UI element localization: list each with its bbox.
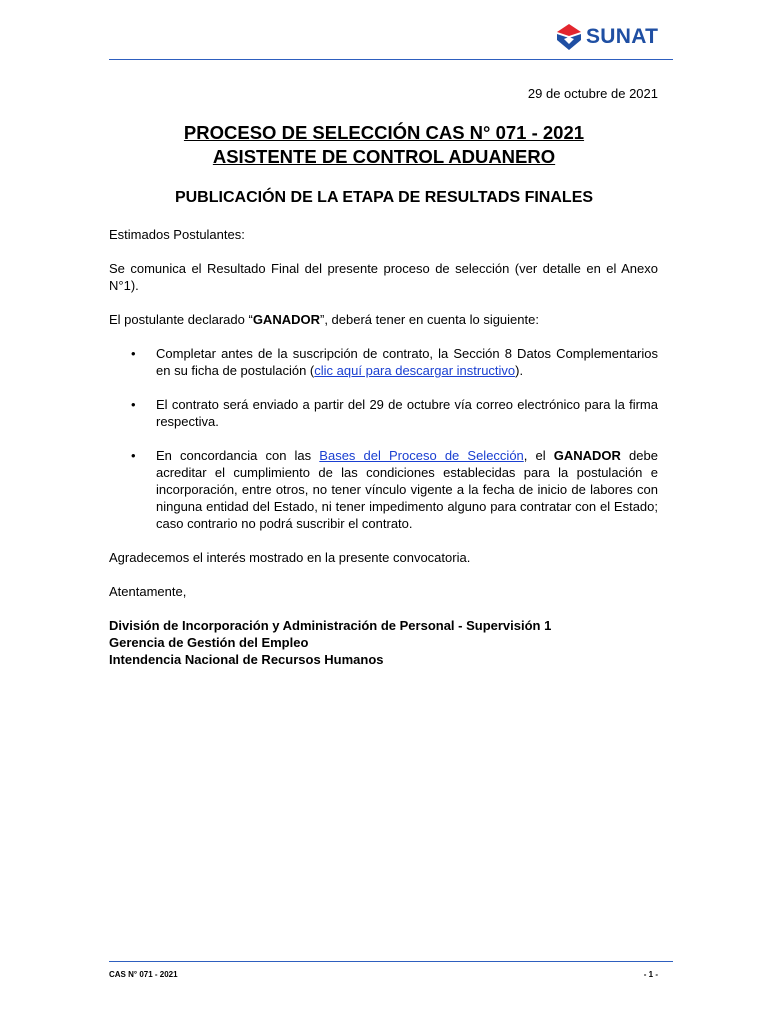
- closing-text: Atentamente,: [109, 584, 187, 599]
- paragraph-winner: El postulante declarado “GANADOR”, deberá tener en cuenta lo siguiente:: [109, 312, 539, 327]
- header-logo: [554, 22, 658, 52]
- sunat-logo-icon: [554, 22, 584, 52]
- winner-label: GANADOR: [252, 312, 320, 327]
- logo-text: SUNAT: [586, 25, 659, 48]
- footer-reference: CAS N° 071 - 2021: [109, 970, 178, 979]
- title-line-2: ASISTENTE DE CONTROL ADUANERO: [212, 146, 556, 167]
- document-date: 29 de octubre de 2021: [527, 86, 658, 101]
- header-divider: [109, 59, 673, 60]
- document-title: [109, 121, 659, 169]
- page-number: - 1 -: [643, 970, 658, 979]
- signature-line-3: Intendencia Nacional de Recursos Humanos: [109, 652, 384, 667]
- greeting: Estimados Postulantes:: [109, 227, 245, 242]
- list-item: • En concordancia con las Bases del Proceso de Selección, el GANADOR debe acreditar el cumplimiento de las condiciones establecidas para la postulación e incorporación, entre otros, no tener vínculo vigente a la fecha de inicio de labores con ninguna entidad del Estado, ni tener impedimento alguno para contratar con el Estado; caso contrario no podrá suscribir el contrato.: [131, 448, 658, 531]
- selection-bases-link[interactable]: Bases del Proceso de Selección: [319, 448, 524, 463]
- bullet-icon: •: [131, 448, 136, 463]
- title-line-1: PROCESO DE SELECCIÓN CAS N° 071 - 2021: [183, 122, 585, 143]
- list-item: • Completar antes de la suscripción de contrato, la Sección 8 Datos Complementarios en su ficha de postulación (clic aquí para descargar instructivo).: [131, 346, 658, 378]
- bullet-icon: •: [131, 346, 136, 361]
- document-subtitle: PUBLICACIÓN DE LA ETAPA DE RESULTADS FINALES: [174, 189, 594, 206]
- signature-line-1: División de Incorporación y Administración de Personal - Supervisión 1: [109, 618, 552, 633]
- signature-line-2: Gerencia de Gestión del Empleo: [109, 635, 309, 650]
- footer-divider: [109, 961, 673, 962]
- requirements-list: [109, 345, 658, 532]
- download-instructions-link[interactable]: clic aquí para descargar instructivo: [314, 363, 516, 378]
- list-item: • El contrato será enviado a partir del 29 de octubre vía correo electrónico para la firma respectiva.: [131, 397, 658, 429]
- paragraph-result: Se comunica el Resultado Final del presente proceso de selección (ver detalle en el Anexo N°1).: [109, 261, 658, 293]
- document-body: [109, 226, 658, 668]
- bullet-icon: •: [131, 397, 136, 412]
- thanks-text: Agradecemos el interés mostrado en la presente convocatoria.: [109, 550, 471, 565]
